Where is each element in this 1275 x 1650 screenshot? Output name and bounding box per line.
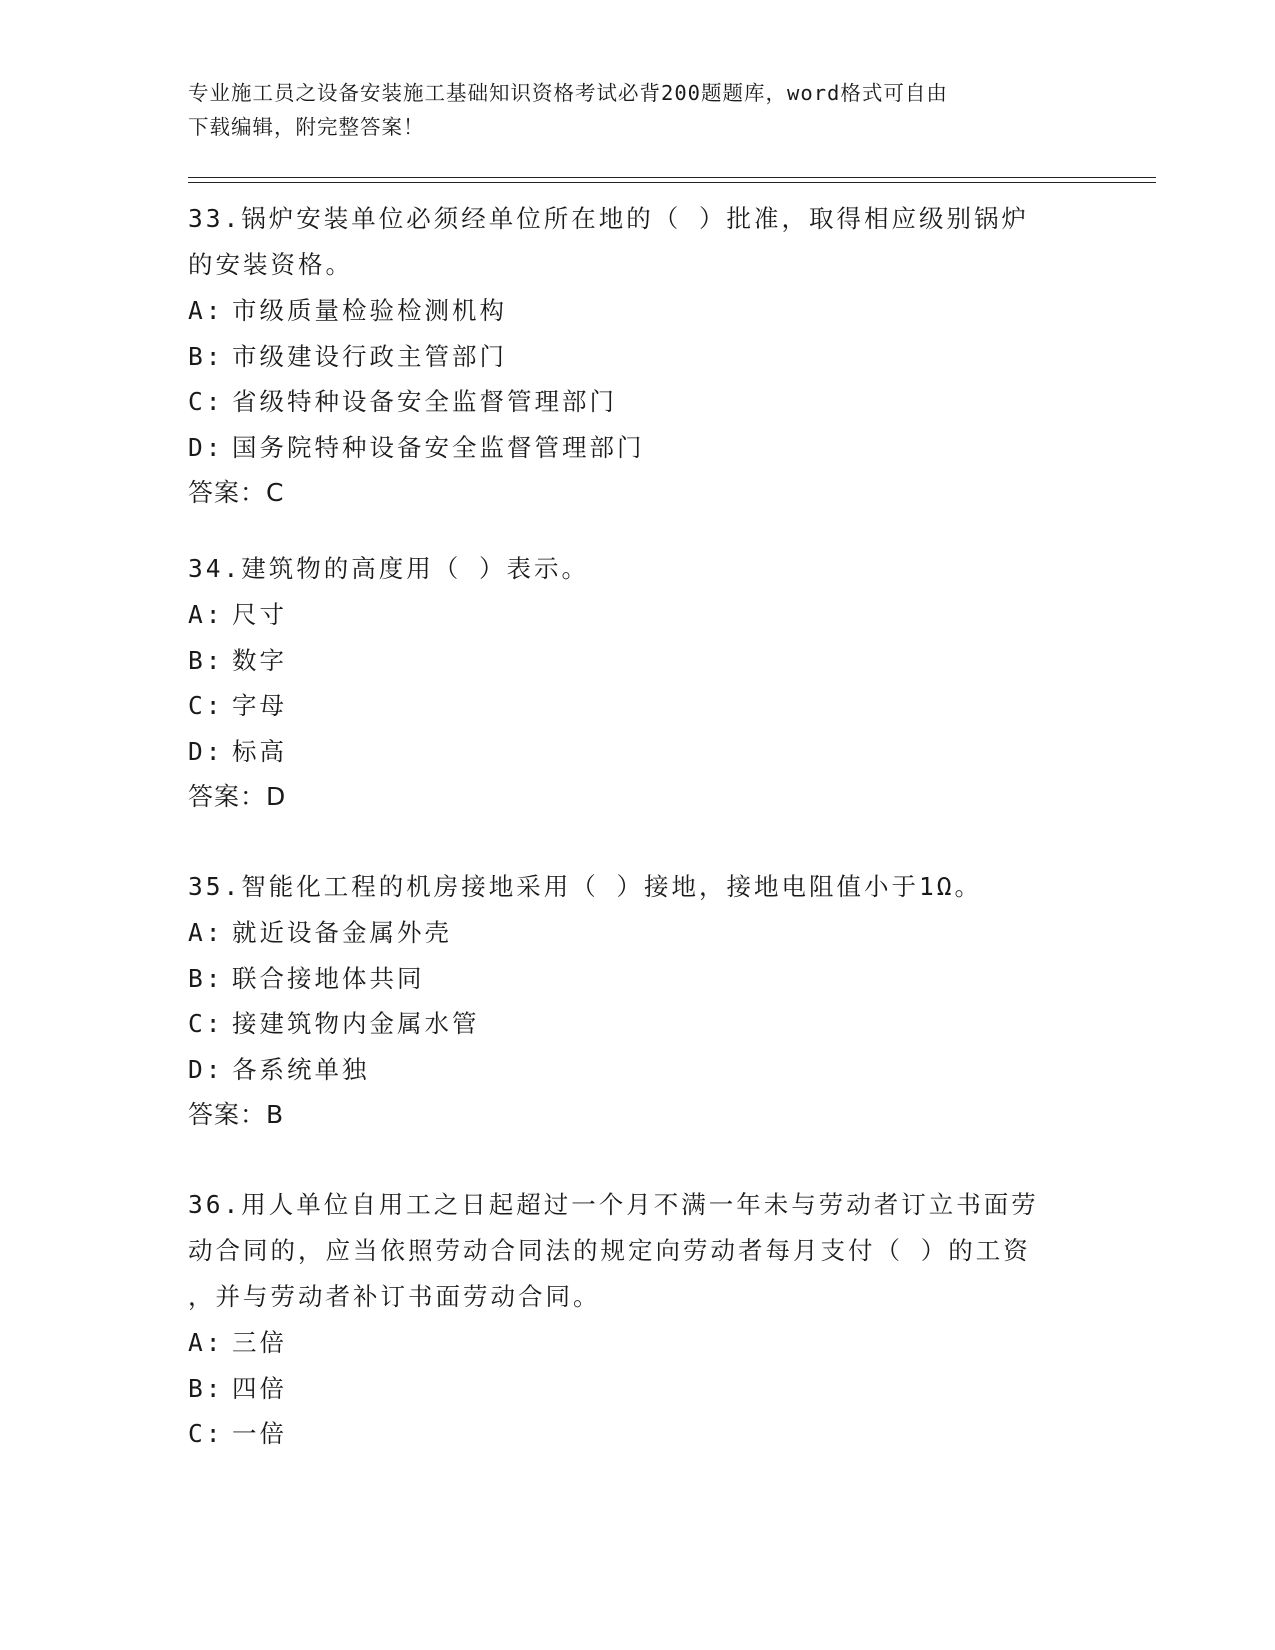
option-letter: B:	[188, 645, 224, 675]
option-letter: B:	[188, 341, 224, 371]
question-text-line: 的安装资格。	[188, 250, 353, 279]
option-text: 就近设备金属外壳	[232, 918, 452, 947]
option-letter: B:	[188, 963, 224, 993]
option-a	[188, 1320, 1088, 1366]
question-35	[188, 864, 1088, 1138]
option-letter: C:	[188, 1009, 224, 1038]
option-d	[188, 729, 1088, 775]
option-text: 标高	[232, 736, 287, 766]
answer-line: 答案：B	[188, 1100, 285, 1129]
option-b	[188, 334, 1088, 380]
option-b	[188, 638, 1088, 684]
header-line-2: 下载编辑，附完整答案！	[188, 115, 425, 139]
option-letter: A:	[188, 1328, 224, 1357]
option-a	[188, 910, 1088, 956]
option-letter: A:	[188, 918, 224, 947]
option-letter: C:	[188, 387, 224, 416]
option-b	[188, 1366, 1088, 1412]
answer-line: 答案：D	[188, 782, 287, 811]
header-line-1: 专业施工员之设备安装施工基础知识资格考试必背200题题库，word格式可自由	[188, 81, 948, 105]
question-text-line: 36.用人单位自用工之日起超过一个月不满一年未与劳动者订立书面劳	[188, 1190, 1039, 1219]
question-33	[188, 196, 1088, 516]
option-letter: B:	[188, 1373, 224, 1403]
option-text: 尺寸	[232, 600, 287, 629]
option-text: 市级质量检验检测机构	[232, 296, 507, 325]
header-divider-top	[188, 177, 1156, 178]
option-text: 联合接地体共同	[232, 963, 425, 993]
question-36	[188, 1182, 1088, 1457]
option-text: 一倍	[232, 1419, 287, 1448]
option-letter: D:	[188, 1054, 224, 1084]
option-c	[188, 1001, 1088, 1047]
answer-line: 答案：C	[188, 478, 285, 507]
option-text: 四倍	[232, 1373, 287, 1403]
option-a	[188, 592, 1088, 638]
option-c	[188, 379, 1088, 425]
option-d	[188, 425, 1088, 471]
document-header	[188, 76, 1068, 144]
option-a	[188, 288, 1088, 334]
option-letter: C:	[188, 691, 224, 720]
question-text-line: ，并与劳动者补订书面劳动合同。	[188, 1282, 601, 1311]
option-letter: D:	[188, 736, 224, 766]
option-text: 省级特种设备安全监督管理部门	[232, 387, 617, 416]
option-text: 字母	[232, 691, 287, 720]
option-text: 各系统单独	[232, 1054, 370, 1084]
option-text: 市级建设行政主管部门	[232, 341, 507, 371]
question-text-line: 35.智能化工程的机房接地采用（ ）接地，接地电阻值小于1Ω。	[188, 872, 982, 901]
option-letter: D:	[188, 432, 224, 462]
option-text: 国务院特种设备安全监督管理部门	[232, 432, 645, 462]
option-c	[188, 1411, 1088, 1457]
option-d	[188, 1047, 1088, 1093]
question-text-line: 动合同的，应当依照劳动合同法的规定向劳动者每月支付（ ）的工资	[188, 1236, 1031, 1265]
option-c	[188, 683, 1088, 729]
question-34	[188, 546, 1088, 820]
option-text: 数字	[232, 645, 287, 675]
option-b	[188, 956, 1088, 1002]
question-text-line: 34.建筑物的高度用（ ）表示。	[188, 554, 589, 583]
question-text-line: 33.锅炉安装单位必须经单位所在地的（ ）批准，取得相应级别锅炉	[188, 204, 1029, 233]
option-text: 接建筑物内金属水管	[232, 1009, 480, 1038]
option-letter: C:	[188, 1419, 224, 1448]
option-letter: A:	[188, 600, 224, 629]
option-letter: A:	[188, 296, 224, 325]
option-text: 三倍	[232, 1328, 287, 1357]
header-divider-bottom	[188, 182, 1156, 183]
